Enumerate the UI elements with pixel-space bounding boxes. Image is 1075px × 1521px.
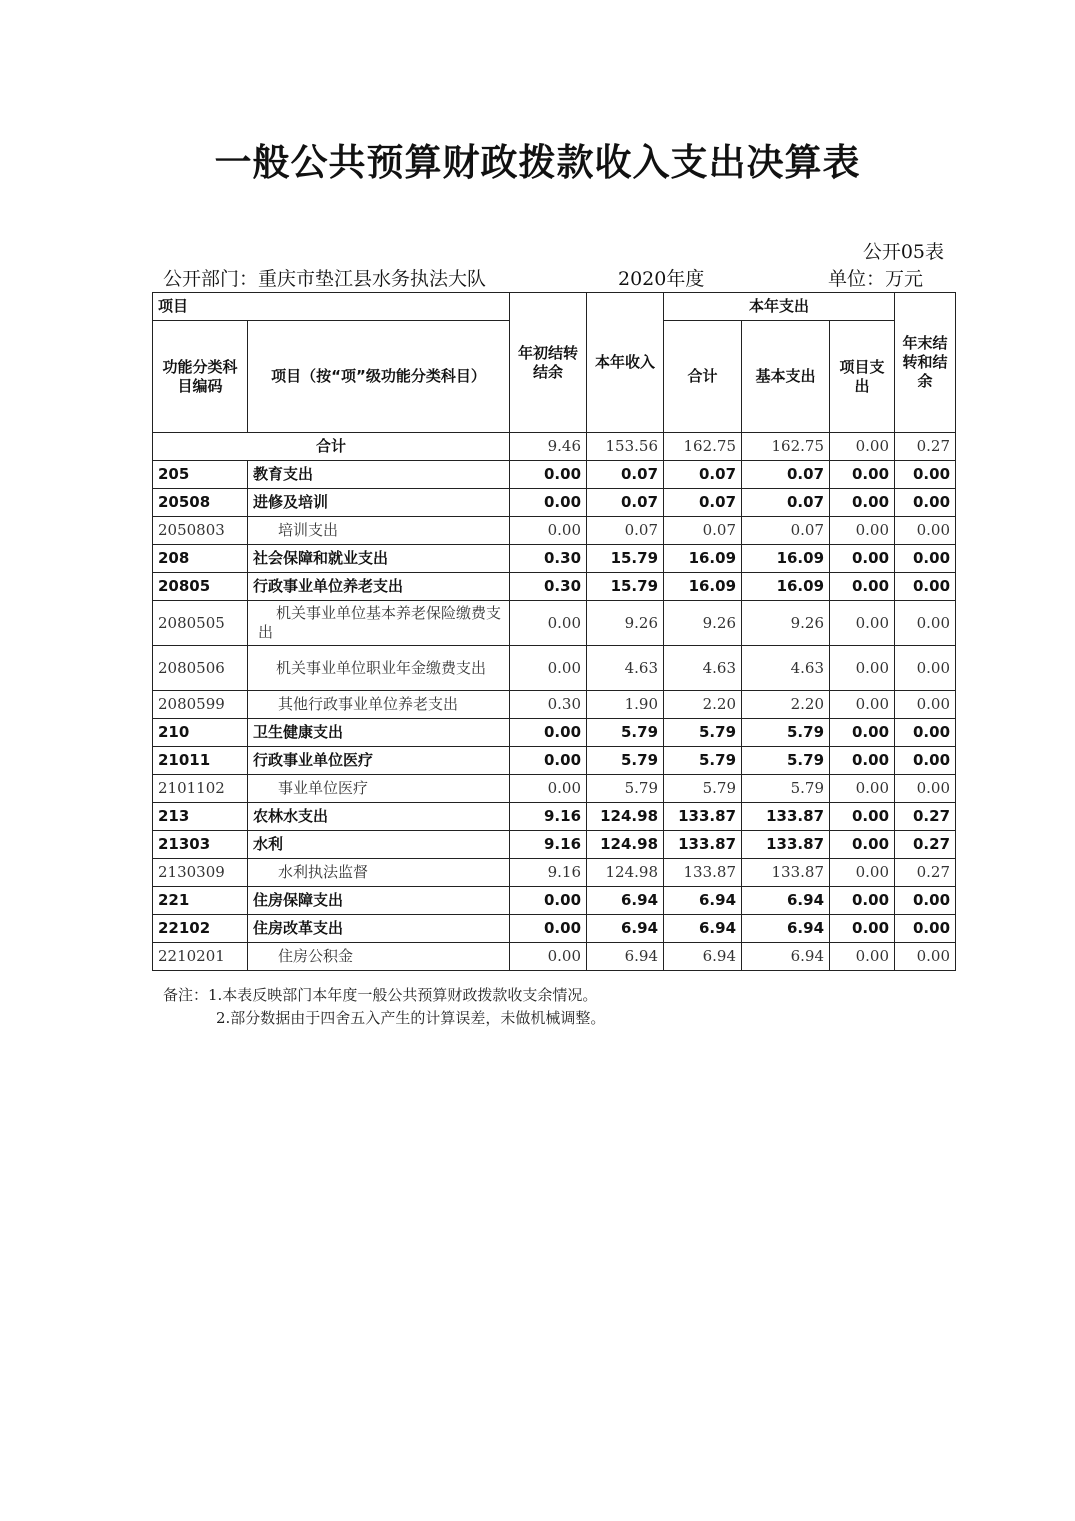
report-meta: [163, 264, 943, 290]
row-total: 133.87: [664, 803, 742, 831]
header-proj: 项目支出: [830, 321, 895, 433]
row-begin: 9.16: [510, 831, 587, 859]
row-end: 0.00: [895, 517, 956, 545]
total-begin: 9.46: [510, 433, 587, 461]
row-code: 2101102: [153, 775, 248, 803]
header-code: 功能分类科目编码: [153, 321, 248, 433]
note-2: 2.部分数据由于四舍五入产生的计算误差，未做机械调整。: [216, 1009, 606, 1027]
table-row: [153, 646, 956, 691]
row-begin: 0.30: [510, 691, 587, 719]
row-begin: 0.00: [510, 461, 587, 489]
row-total: 4.63: [664, 646, 742, 691]
form-number: 公开05表: [862, 241, 944, 263]
row-basic: 0.07: [742, 489, 830, 517]
row-total: 0.07: [664, 461, 742, 489]
row-total: 0.07: [664, 489, 742, 517]
table-row: [153, 803, 956, 831]
row-proj: 0.00: [830, 747, 895, 775]
header-total: 合计: [664, 321, 742, 433]
row-proj: 0.00: [830, 461, 895, 489]
row-end: 0.00: [895, 601, 956, 646]
row-end: 0.00: [895, 747, 956, 775]
row-total: 6.94: [664, 887, 742, 915]
row-proj: 0.00: [830, 691, 895, 719]
row-proj: 0.00: [830, 803, 895, 831]
row-basic: 5.79: [742, 719, 830, 747]
row-end: 0.00: [895, 461, 956, 489]
row-name: 培训支出: [248, 517, 510, 545]
row-income: 0.07: [587, 461, 664, 489]
row-end: 0.27: [895, 831, 956, 859]
row-basic: 5.79: [742, 775, 830, 803]
row-name: 进修及培训: [248, 489, 510, 517]
row-name: 住房改革支出: [248, 915, 510, 943]
row-code: 2080506: [153, 646, 248, 691]
row-income: 0.07: [587, 489, 664, 517]
row-code: 221: [153, 887, 248, 915]
row-end: 0.00: [895, 489, 956, 517]
row-proj: 0.00: [830, 489, 895, 517]
row-income: 5.79: [587, 719, 664, 747]
row-begin: 0.30: [510, 545, 587, 573]
row-begin: 0.00: [510, 489, 587, 517]
budget-table: [152, 292, 956, 971]
row-code: 2210201: [153, 943, 248, 971]
row-basic: 9.26: [742, 601, 830, 646]
header-expense: 本年支出: [664, 293, 895, 321]
row-proj: 0.00: [830, 943, 895, 971]
row-total: 6.94: [664, 943, 742, 971]
row-begin: 9.16: [510, 859, 587, 887]
row-basic: 16.09: [742, 573, 830, 601]
row-income: 1.90: [587, 691, 664, 719]
row-code: 20508: [153, 489, 248, 517]
row-income: 0.07: [587, 517, 664, 545]
row-basic: 5.79: [742, 747, 830, 775]
row-proj: 0.00: [830, 646, 895, 691]
row-begin: 9.16: [510, 803, 587, 831]
unit-label: 单位：万元: [828, 268, 924, 290]
row-begin: 0.00: [510, 775, 587, 803]
total-label: 合计: [153, 433, 510, 461]
row-end: 0.27: [895, 859, 956, 887]
row-end: 0.00: [895, 545, 956, 573]
row-code: 210: [153, 719, 248, 747]
row-name: 农林水支出: [248, 803, 510, 831]
table-row: [153, 943, 956, 971]
table-row: [153, 489, 956, 517]
row-total: 16.09: [664, 545, 742, 573]
row-name: 水利: [248, 831, 510, 859]
header-begin-balance: 年初结转结余: [510, 293, 587, 433]
row-name: 行政事业单位医疗: [248, 747, 510, 775]
row-name: 教育支出: [248, 461, 510, 489]
total-income: 153.56: [587, 433, 664, 461]
department-label: 公开部门：重庆市垫江县水务执法大队: [163, 268, 487, 290]
row-proj: 0.00: [830, 831, 895, 859]
table-row: [153, 831, 956, 859]
row-code: 2080505: [153, 601, 248, 646]
table-row: [153, 887, 956, 915]
row-total: 133.87: [664, 831, 742, 859]
row-income: 6.94: [587, 915, 664, 943]
header-income: 本年收入: [587, 293, 664, 433]
row-end: 0.00: [895, 691, 956, 719]
table-row: [153, 517, 956, 545]
note-1: 备注：1.本表反映部门本年度一般公共预算财政拨款收支余情况。: [163, 986, 598, 1004]
row-end: 0.00: [895, 646, 956, 691]
notes: [163, 984, 605, 1030]
row-income: 5.79: [587, 775, 664, 803]
row-begin: 0.00: [510, 915, 587, 943]
row-code: 2080599: [153, 691, 248, 719]
row-total: 2.20: [664, 691, 742, 719]
row-proj: 0.00: [830, 601, 895, 646]
row-name: 水利执法监督: [248, 859, 510, 887]
header-name: 项目（按“项”级功能分类科目）: [248, 321, 510, 433]
row-code: 208: [153, 545, 248, 573]
row-end: 0.00: [895, 573, 956, 601]
row-proj: 0.00: [830, 775, 895, 803]
row-income: 5.79: [587, 747, 664, 775]
row-code: 213: [153, 803, 248, 831]
row-code: 2050803: [153, 517, 248, 545]
row-income: 124.98: [587, 859, 664, 887]
row-proj: 0.00: [830, 887, 895, 915]
row-name: 社会保障和就业支出: [248, 545, 510, 573]
row-basic: 0.07: [742, 461, 830, 489]
row-income: 124.98: [587, 803, 664, 831]
row-proj: 0.00: [830, 517, 895, 545]
row-code: 21303: [153, 831, 248, 859]
row-code: 22102: [153, 915, 248, 943]
row-total: 133.87: [664, 859, 742, 887]
row-begin: 0.00: [510, 646, 587, 691]
row-end: 0.00: [895, 719, 956, 747]
row-name: 其他行政事业单位养老支出: [248, 691, 510, 719]
row-name: 住房保障支出: [248, 887, 510, 915]
table-row: [153, 859, 956, 887]
header-project: 项目: [153, 293, 510, 321]
row-end: 0.00: [895, 915, 956, 943]
row-name: 事业单位医疗: [248, 775, 510, 803]
row-income: 9.26: [587, 601, 664, 646]
table-row: [153, 601, 956, 646]
header-basic: 基本支出: [742, 321, 830, 433]
row-income: 15.79: [587, 545, 664, 573]
row-total: 5.79: [664, 719, 742, 747]
row-end: 0.00: [895, 775, 956, 803]
header-end-balance: 年末结转和结余: [895, 293, 956, 433]
row-total: 6.94: [664, 915, 742, 943]
row-code: 21011: [153, 747, 248, 775]
total-row: [153, 433, 956, 461]
row-proj: 0.00: [830, 915, 895, 943]
row-proj: 0.00: [830, 859, 895, 887]
row-total: 9.26: [664, 601, 742, 646]
year-label: 2020年度: [618, 268, 705, 290]
table-row: [153, 545, 956, 573]
row-proj: 0.00: [830, 719, 895, 747]
row-begin: 0.00: [510, 601, 587, 646]
row-basic: 6.94: [742, 887, 830, 915]
table-row: [153, 461, 956, 489]
row-basic: 2.20: [742, 691, 830, 719]
row-name: 机关事业单位职业年金缴费支出: [248, 646, 510, 691]
row-name: 住房公积金: [248, 943, 510, 971]
row-income: 15.79: [587, 573, 664, 601]
total-end: 0.27: [895, 433, 956, 461]
row-basic: 6.94: [742, 943, 830, 971]
table-body: [153, 433, 956, 971]
table-row: [153, 691, 956, 719]
row-income: 124.98: [587, 831, 664, 859]
row-code: 20805: [153, 573, 248, 601]
row-income: 4.63: [587, 646, 664, 691]
row-total: 5.79: [664, 775, 742, 803]
row-begin: 0.00: [510, 719, 587, 747]
table-row: [153, 915, 956, 943]
row-total: 16.09: [664, 573, 742, 601]
row-income: 6.94: [587, 943, 664, 971]
table-row: [153, 747, 956, 775]
row-income: 6.94: [587, 887, 664, 915]
row-basic: 16.09: [742, 545, 830, 573]
row-basic: 133.87: [742, 803, 830, 831]
row-end: 0.00: [895, 887, 956, 915]
table-row: [153, 719, 956, 747]
row-basic: 6.94: [742, 915, 830, 943]
row-basic: 133.87: [742, 831, 830, 859]
total-basic: 162.75: [742, 433, 830, 461]
row-end: 0.00: [895, 943, 956, 971]
total-total: 162.75: [664, 433, 742, 461]
row-begin: 0.00: [510, 747, 587, 775]
row-code: 2130309: [153, 859, 248, 887]
row-begin: 0.00: [510, 517, 587, 545]
row-name: 卫生健康支出: [248, 719, 510, 747]
row-name: 行政事业单位养老支出: [248, 573, 510, 601]
row-total: 0.07: [664, 517, 742, 545]
total-proj: 0.00: [830, 433, 895, 461]
row-name: 机关事业单位基本养老保险缴费支出: [248, 601, 510, 646]
row-total: 5.79: [664, 747, 742, 775]
row-begin: 0.30: [510, 573, 587, 601]
page-title: 一般公共预算财政拨款收入支出决算表: [214, 141, 861, 184]
row-begin: 0.00: [510, 943, 587, 971]
row-proj: 0.00: [830, 573, 895, 601]
row-basic: 4.63: [742, 646, 830, 691]
table-row: [153, 573, 956, 601]
row-end: 0.27: [895, 803, 956, 831]
table-row: [153, 775, 956, 803]
row-begin: 0.00: [510, 887, 587, 915]
row-basic: 133.87: [742, 859, 830, 887]
row-basic: 0.07: [742, 517, 830, 545]
row-proj: 0.00: [830, 545, 895, 573]
row-code: 205: [153, 461, 248, 489]
